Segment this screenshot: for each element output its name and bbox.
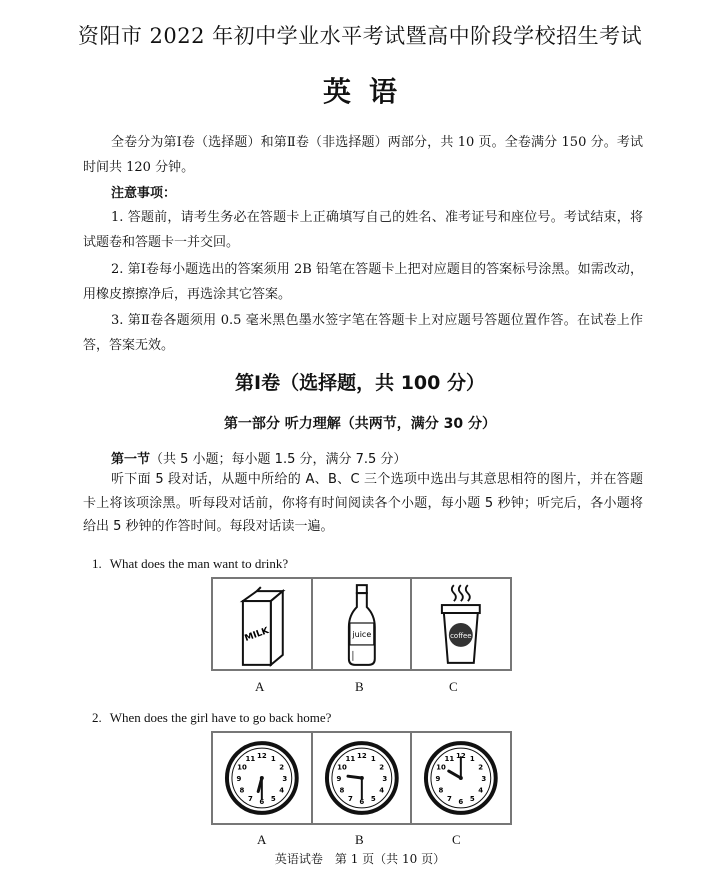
clock-number: 6 bbox=[359, 797, 364, 806]
clock-number: 12 bbox=[356, 752, 367, 761]
question-number: 2. bbox=[92, 710, 102, 725]
clock-number: 11 bbox=[245, 755, 256, 764]
option-b-image[interactable] bbox=[313, 733, 413, 823]
question-number: 1. bbox=[92, 556, 102, 571]
juice-bottle-icon bbox=[313, 579, 411, 669]
clock-center bbox=[459, 776, 463, 780]
clock-number: 7 bbox=[247, 794, 253, 803]
clock-number: 5 bbox=[370, 794, 376, 803]
clock-number: 9 bbox=[236, 774, 242, 783]
clock-number: 6 bbox=[458, 797, 464, 806]
clock-number: 8 bbox=[239, 786, 245, 795]
clock-number: 2 bbox=[478, 763, 484, 772]
clock-number: 2 bbox=[378, 763, 384, 772]
option-c-label: C bbox=[452, 832, 461, 847]
option-a-image[interactable] bbox=[213, 733, 313, 823]
milk-carton-icon bbox=[213, 579, 311, 669]
clock-number: 10 bbox=[336, 763, 347, 772]
question-1-options bbox=[211, 577, 512, 671]
clock-number: 8 bbox=[339, 786, 345, 795]
clock-number: 3 bbox=[382, 774, 387, 783]
clock-number: 3 bbox=[481, 774, 487, 783]
subsection-label: 第一节 bbox=[111, 452, 151, 467]
section-title: 第一部分 听力理解（共两节，满分 30 分） bbox=[223, 416, 497, 432]
coffee-label: coffee bbox=[450, 631, 472, 640]
clock-number: 11 bbox=[345, 755, 355, 764]
clock-number: 12 bbox=[456, 752, 467, 761]
clock-number: 11 bbox=[444, 755, 455, 764]
option-c-image[interactable] bbox=[412, 733, 510, 823]
question-2 bbox=[92, 710, 331, 726]
clock-number: 4 bbox=[478, 786, 484, 795]
intro-paragraph: 全卷分为第Ⅰ卷（选择题）和第Ⅱ卷（非选择题）两部分，共 10 页。全卷满分 150 分。考试时间共 120 分钟。 bbox=[83, 135, 643, 175]
clock-number: 4 bbox=[279, 786, 285, 795]
option-b-label: B bbox=[355, 832, 364, 847]
option-c-image[interactable] bbox=[412, 579, 510, 669]
notes-heading: 注意事项： bbox=[111, 186, 177, 201]
clock-icon bbox=[412, 733, 510, 823]
option-a-image[interactable] bbox=[213, 579, 313, 669]
clock-number: 4 bbox=[378, 786, 384, 795]
clock-number: 1 bbox=[370, 755, 376, 764]
clock-number: 3 bbox=[282, 774, 288, 783]
option-b-label: B bbox=[355, 679, 364, 694]
clock-center bbox=[260, 776, 264, 780]
exam-title: 资阳市 2022 年初中学业水平考试暨高中阶段学校招生考试 bbox=[77, 24, 643, 48]
question-text: What does the man want to drink? bbox=[109, 556, 289, 571]
page-footer: 英语试卷 第 1 页（共 10 页） bbox=[274, 852, 446, 866]
clock-number: 5 bbox=[470, 794, 476, 803]
coffee-cup-icon bbox=[412, 579, 510, 669]
clock-number: 9 bbox=[435, 774, 441, 783]
subsection-heading bbox=[111, 448, 406, 467]
clock-icon bbox=[313, 733, 411, 823]
clock-number: 9 bbox=[336, 774, 342, 783]
option-b-image[interactable] bbox=[313, 579, 413, 669]
clock-number: 7 bbox=[447, 794, 453, 803]
clock-number: 8 bbox=[438, 786, 444, 795]
clock-number: 12 bbox=[256, 752, 267, 761]
clock-number: 5 bbox=[270, 794, 276, 803]
clock-number: 6 bbox=[259, 797, 265, 806]
question-2-options bbox=[211, 731, 512, 825]
clock-number: 2 bbox=[279, 763, 285, 772]
subsection-detail: （共 5 小题；每小题 1.5 分，满分 7.5 分） bbox=[150, 452, 407, 467]
part-title: 第Ⅰ卷（选择题，共 100 分） bbox=[235, 372, 485, 394]
listening-instructions: 听下面 5 段对话，从题中所给的 A、B、C 三个选项中选出与其意思相符的图片，并在答题卡上将该项涂黑。听每段对话前，你将有时间阅读各个小题，每小题 5 秒钟；听完后，各小题将给出 5 秒钟的作答时间。每段对话读一遍。 bbox=[83, 472, 643, 534]
option-a-label: A bbox=[255, 679, 265, 694]
clock-number: 1 bbox=[270, 755, 276, 764]
clock-number: 1 bbox=[470, 755, 476, 764]
subject-title: 英语 bbox=[322, 75, 415, 108]
note-item-3: 3. 第Ⅱ卷各题须用 0.5 毫米黑色墨水签字笔在答题卡上对应题号答题位置作答。在试卷上作答，答案无效。 bbox=[83, 313, 643, 353]
question-text: When does the girl have to go back home? bbox=[109, 710, 332, 725]
option-a-label: A bbox=[257, 832, 267, 847]
note-item-1: 1. 答题前，请考生务必在答题卡上正确填写自己的姓名、准考证号和座位号。考试结束，将试题卷和答题卡一并交回。 bbox=[83, 210, 643, 250]
note-item-2: 2. 第Ⅰ卷每小题选出的答案须用 2B 铅笔在答题卡上把对应题目的答案标号涂黑。如需改动，用橡皮擦擦净后，再选涂其它答案。 bbox=[83, 262, 643, 302]
clock-number: 10 bbox=[436, 763, 447, 772]
milk-label: MILK bbox=[243, 626, 271, 644]
clock-icon bbox=[213, 733, 311, 823]
clock-number: 7 bbox=[347, 794, 353, 803]
option-c-label: C bbox=[449, 679, 458, 694]
question-1 bbox=[92, 556, 288, 572]
hour-hand bbox=[348, 776, 362, 778]
clock-center bbox=[360, 776, 364, 780]
clock-number: 10 bbox=[237, 763, 247, 772]
juice-label: juice bbox=[352, 629, 371, 639]
